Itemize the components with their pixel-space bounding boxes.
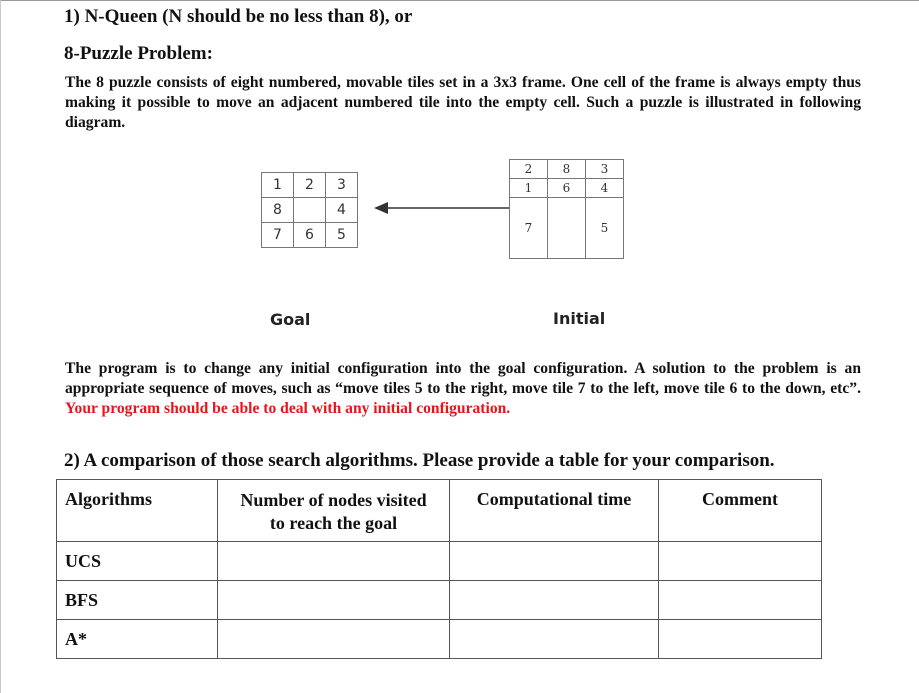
header-computational-time: Computational time — [450, 480, 659, 542]
row-algorithm-name: A* — [57, 620, 218, 659]
transition-arrow-icon — [374, 198, 510, 218]
goal-cell — [294, 198, 326, 223]
table-row — [57, 542, 822, 581]
comparison-table — [56, 479, 822, 659]
goal-cell: 5 — [326, 223, 358, 248]
program-paragraph-main: The program is to change any initial configuration into the goal configuration. A solution to the problem is an appropriate sequence of moves, such as “move tiles 5 to the right, move tile 7 to the left, move tile 6 to the down, etc”. — [65, 360, 861, 397]
initial-cell: 7 — [510, 198, 548, 259]
program-paragraph — [65, 359, 861, 419]
nodes-cell — [218, 542, 450, 581]
table-header-row — [57, 480, 822, 542]
puzzle-heading: 8-Puzzle Problem: — [64, 43, 213, 64]
time-cell — [450, 542, 659, 581]
goal-cell: 6 — [294, 223, 326, 248]
row-algorithm-name: BFS — [57, 581, 218, 620]
goal-cell: 4 — [326, 198, 358, 223]
initial-label: Initial — [553, 309, 606, 328]
time-cell — [450, 581, 659, 620]
page-left-border — [0, 0, 1, 693]
program-paragraph-highlight: Your program should be able to deal with any initial configuration. — [65, 400, 511, 417]
comment-cell — [659, 542, 822, 581]
header-algorithms: Algorithms — [57, 480, 218, 542]
row-algorithm-name: UCS — [57, 542, 218, 581]
intro-paragraph: The 8 puzzle consists of eight numbered, movable tiles set in a 3x3 frame. One cell of the frame is always empty thus making it possible to move an adjacent numbered tile into the empty cell. Such a puzzle is illustrated in following diagram. — [65, 74, 861, 131]
comment-cell — [659, 581, 822, 620]
initial-cell: 2 — [510, 160, 548, 179]
initial-grid — [509, 159, 624, 259]
header-nodes-line1: Number of nodes visited — [240, 490, 427, 510]
initial-cell: 3 — [586, 160, 624, 179]
goal-grid — [261, 172, 358, 248]
initial-cell: 4 — [586, 179, 624, 198]
goal-cell: 1 — [262, 173, 294, 198]
initial-cell: 1 — [510, 179, 548, 198]
goal-label: Goal — [270, 310, 311, 329]
comment-cell — [659, 620, 822, 659]
initial-cell: 6 — [548, 179, 586, 198]
table-row — [57, 581, 822, 620]
header-nodes-line2: to reach the goal — [269, 513, 398, 533]
page-top-border — [0, 0, 919, 1]
nodes-cell — [218, 620, 450, 659]
comparison-heading: 2) A comparison of those search algorithms. Please provide a table for your comparison. — [64, 450, 775, 471]
goal-cell: 2 — [294, 173, 326, 198]
nodes-cell — [218, 581, 450, 620]
initial-cell: 8 — [548, 160, 586, 179]
time-cell — [450, 620, 659, 659]
goal-cell: 8 — [262, 198, 294, 223]
header-comment: Comment — [659, 480, 822, 542]
goal-cell: 7 — [262, 223, 294, 248]
header-nodes-visited — [218, 480, 450, 542]
initial-cell — [548, 198, 586, 259]
table-row — [57, 620, 822, 659]
nqueen-heading: 1) N-Queen (N should be no less than 8), or — [64, 6, 413, 27]
goal-cell: 3 — [326, 173, 358, 198]
initial-cell: 5 — [586, 198, 624, 259]
